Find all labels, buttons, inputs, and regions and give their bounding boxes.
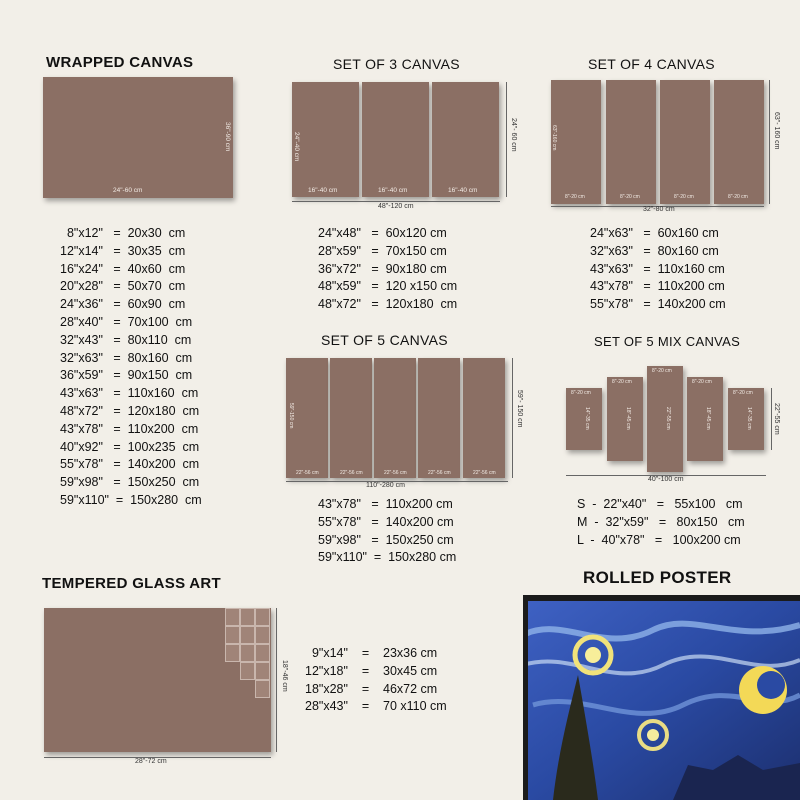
mix5-size-list <box>577 496 745 549</box>
wrapped-canvas-panel <box>43 77 233 198</box>
mix5-panel-height-label: 22"-55 cm <box>665 407 671 430</box>
mix5-title: SET OF 5 MIX CANVAS <box>594 334 741 349</box>
set3-panel-width-label: 16"-40 cm <box>378 187 408 194</box>
size-option: 43"x78" = 110x200 cm <box>60 421 199 436</box>
wrapped-canvas-title: WRAPPED CANVAS <box>46 54 194 71</box>
size-option: 59"x98" = 150x250 cm <box>60 475 200 490</box>
size-option: 24"x36" = 60x90 cm <box>60 297 186 312</box>
size-option: 9"x14" = 23x36 cm <box>305 646 438 660</box>
mix5-panel-height-label: 14"-35 cm <box>584 407 590 430</box>
wrapped-height-label: 36"-90 cm <box>224 122 231 152</box>
set5-panel-width-label: 22"-56 cm <box>428 470 451 476</box>
set4-panel-height-label: 63"-160 cm <box>551 125 557 151</box>
set4-size-list <box>590 225 726 314</box>
glass-reflection-cell <box>255 662 270 680</box>
set5-canvas-panel <box>418 358 460 478</box>
glass-reflection-cell <box>240 644 255 662</box>
size-option: 43"x63" = 110x160 cm <box>590 261 725 276</box>
set5-title: SET OF 5 CANVAS <box>321 332 448 348</box>
size-option: 55"x78" = 140x200 cm <box>60 457 200 472</box>
size-option: 48"x72" = 120x180 cm <box>318 297 458 312</box>
glass-panel <box>44 608 271 752</box>
set4-panel-width-label: 8"-20 cm <box>728 194 748 200</box>
mix5-height-label: 22"-55 cm <box>773 403 780 435</box>
set3-panel-width-label: 16"-40 cm <box>308 187 338 194</box>
set5-width-label: 110"-280 cm <box>366 482 405 489</box>
size-option: 32"x43" = 80x110 cm <box>60 332 192 347</box>
set4-canvas-panel <box>660 80 710 204</box>
glass-reflection-cell <box>225 644 240 662</box>
size-option: 24"x48" = 60x120 cm <box>318 226 447 240</box>
poster-title: ROLLED POSTER <box>583 568 732 587</box>
size-option: 36"x72" = 90x180 cm <box>318 261 447 276</box>
size-option: S - 22"x40" = 55x100 cm <box>577 497 743 511</box>
set4-panel-width-label: 8"-20 cm <box>565 194 585 200</box>
set4-canvas-panel <box>606 80 656 204</box>
mix5-width-label: 40"-100 cm <box>648 476 684 483</box>
mix5-canvas-panel <box>728 388 764 450</box>
size-option: 12"x14" = 30x35 cm <box>60 243 186 258</box>
set4-canvas-panel <box>551 80 601 204</box>
size-option: 20"x28" = 50x70 cm <box>60 279 186 294</box>
set5-panel-height-label: 59"-150 cm <box>288 403 294 429</box>
size-option: 48"x59" = 120 x150 cm <box>318 279 458 294</box>
glass-height-line <box>276 608 277 752</box>
set5-canvas-panel <box>463 358 505 478</box>
mix5-panel-width-label: 8"-20 cm <box>612 379 632 385</box>
glass-reflection-cell <box>240 626 255 644</box>
mix5-panel-height-label: 14"-35 cm <box>746 407 752 430</box>
set3-height-label: 24"- 60 cm <box>510 118 517 152</box>
size-option: M - 32"x59" = 80x150 cm <box>577 514 745 529</box>
size-option: 43"x78" = 110x200 cm <box>318 497 453 511</box>
mix5-canvas-panel <box>687 377 723 461</box>
size-option: 48"x72" = 120x180 cm <box>60 403 200 418</box>
set5-height-label: 59"- 150 cm <box>516 390 523 428</box>
glass-reflection-cell <box>240 662 255 680</box>
rolled-poster-image <box>523 595 800 800</box>
set3-height-line <box>506 82 507 197</box>
set3-size-list <box>318 225 457 314</box>
glass-reflection-cell <box>255 626 270 644</box>
glass-reflection-cell <box>240 608 255 626</box>
set5-canvas-panel <box>286 358 328 478</box>
set3-width-label: 48"-120 cm <box>378 203 414 210</box>
set5-panel-width-label: 22"-56 cm <box>384 470 407 476</box>
mix5-canvas-panel <box>647 366 683 472</box>
size-option: 12"x18" = 30x45 cm <box>305 663 438 678</box>
set5-panel-width-label: 22"-56 cm <box>473 470 496 476</box>
mix5-height-line <box>771 388 772 450</box>
set3-panel-height-label: 24"-40 cm <box>293 132 300 162</box>
set3-width-line <box>292 201 500 202</box>
size-option: 18"x28" = 46x72 cm <box>305 681 438 696</box>
size-option: 43"x78" = 110x200 cm <box>590 279 725 294</box>
glass-size-list <box>305 645 447 716</box>
glass-reflection-cell <box>225 626 240 644</box>
size-option: 36"x59" = 90x150 cm <box>60 368 193 383</box>
size-option: 28"x43" = 70 x110 cm <box>305 699 447 714</box>
mix5-panel-height-label: 18"-45 cm <box>625 407 631 430</box>
glass-reflection-cell <box>225 608 240 626</box>
mix5-panel-width-label: 8"-20 cm <box>652 368 672 374</box>
set4-height-label: 63"- 160 cm <box>773 112 780 150</box>
mix5-panel-width-label: 8"-20 cm <box>692 379 712 385</box>
size-option: 59"x98" = 150x250 cm <box>318 532 454 547</box>
set5-canvas-panel <box>374 358 416 478</box>
size-option: 59"x110" = 150x280 cm <box>318 550 457 565</box>
set3-canvas-panel <box>432 82 499 197</box>
set5-size-list <box>318 496 456 567</box>
set4-panel-width-label: 8"-20 cm <box>620 194 640 200</box>
mix5-panel-width-label: 8"-20 cm <box>733 390 753 396</box>
wrapped-width-label: 24"-60 cm <box>113 187 143 194</box>
set5-canvas-panel <box>330 358 372 478</box>
set4-panel-width-label: 8"-20 cm <box>674 194 694 200</box>
size-option: 32"x63" = 80x160 cm <box>590 243 719 258</box>
size-option: 43"x63" = 110x160 cm <box>60 386 199 401</box>
starry-night-painting-icon <box>523 595 800 800</box>
set4-width-label: 32"-80 cm <box>643 206 675 213</box>
set3-title: SET OF 3 CANVAS <box>333 56 460 72</box>
wrapped-size-list <box>60 225 202 510</box>
set4-title: SET OF 4 CANVAS <box>588 56 715 72</box>
set3-canvas-panel <box>362 82 429 197</box>
mix5-canvas-panel <box>607 377 643 461</box>
glass-title: TEMPERED GLASS ART <box>42 575 222 592</box>
glass-height-label: 18"-46 cm <box>281 660 288 692</box>
mix5-panel-height-label: 18"-45 cm <box>705 407 711 430</box>
set5-height-line <box>512 358 513 478</box>
set3-canvas-panel <box>292 82 359 197</box>
mix5-canvas-panel <box>566 388 602 450</box>
set5-panel-width-label: 22"-56 cm <box>296 470 319 476</box>
size-option: 32"x63" = 80x160 cm <box>60 350 193 365</box>
set5-panel-width-label: 22"-56 cm <box>340 470 363 476</box>
mix5-panel-width-label: 8"-20 cm <box>571 390 591 396</box>
size-option: 55"x78" = 140x200 cm <box>590 297 726 312</box>
size-option: 24"x63" = 60x160 cm <box>590 226 719 240</box>
size-option: 28"x59" = 70x150 cm <box>318 243 447 258</box>
size-option: 59"x110" = 150x280 cm <box>60 492 202 507</box>
size-option: 40"x92" = 100x235 cm <box>60 439 200 454</box>
glass-reflection-cell <box>255 608 270 626</box>
size-option: 8"x12" = 20x30 cm <box>60 226 186 240</box>
glass-reflection-cell <box>255 680 270 698</box>
set4-height-line <box>769 80 770 204</box>
set4-canvas-panel <box>714 80 764 204</box>
glass-width-label: 28"-72 cm <box>135 758 167 765</box>
size-option: 28"x40" = 70x100 cm <box>60 314 193 329</box>
size-option: L - 40"x78" = 100x200 cm <box>577 532 741 547</box>
set3-panel-width-label: 16"-40 cm <box>448 187 478 194</box>
size-option: 16"x24" = 40x60 cm <box>60 261 186 276</box>
size-option: 55"x78" = 140x200 cm <box>318 514 454 529</box>
glass-reflection-cell <box>255 644 270 662</box>
